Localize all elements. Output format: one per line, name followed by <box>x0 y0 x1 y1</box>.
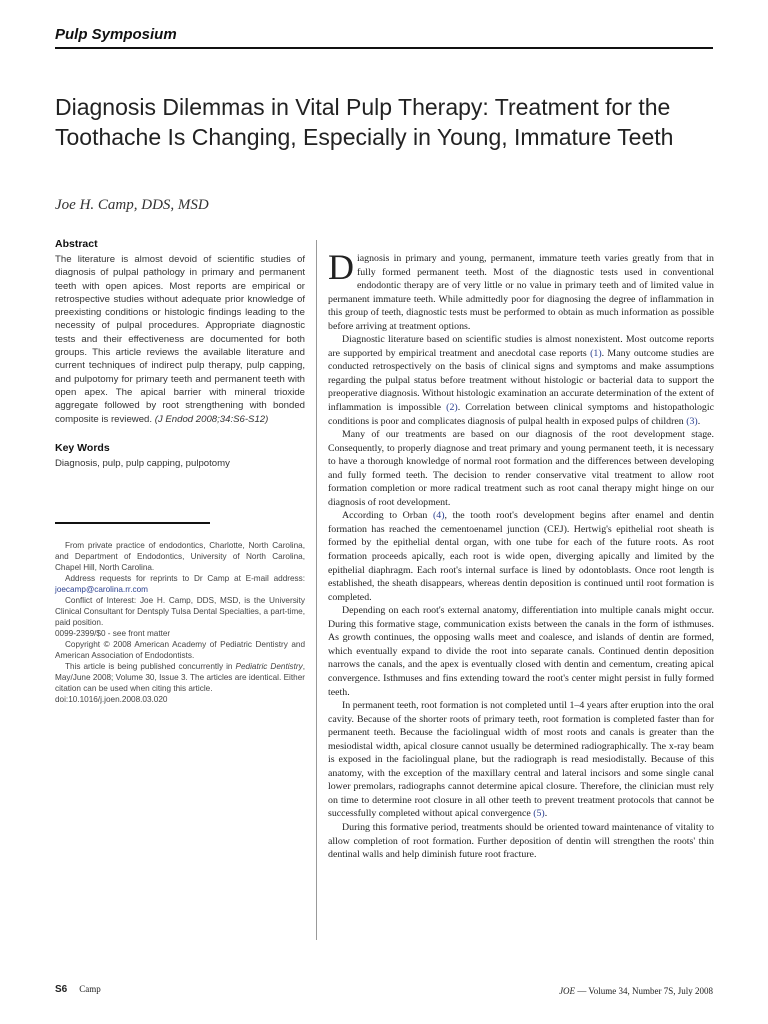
footnote-issn: 0099-2399/$0 - see front matter <box>55 629 171 638</box>
body-p6a: In permanent teeth, root formation is not completed until 1–4 years after eruption into the oral cavity. Because of the shorter roots of primary teeth, root formation is completed faster than for permanent teeth. Because the faciolingual width of most roots and canals is greater than the mesiodistal width, apical closure cannot usually be determined radiographically. The x-ray beam is exposed in the faciolingual plane, but the radiograph is read mesiodistally. Because of this anatomy, with the exception of the maxillary central and lateral incisors and some single canal lower premolars, radiographs cannot determine apical closure. Therefore, the clinician must rely on time to determine root closure in all other teeth to prevent treatment protocols that cannot be successfully completed without apical convergence <box>328 700 714 820</box>
footer-journal: JOE <box>559 986 576 996</box>
footnote-address-text: Address requests for reprints to Dr Camp at E-mail address: <box>65 574 305 583</box>
footnote-concurrent <box>55 661 305 694</box>
body-paragraph-7: During this formative period, treatments should be oriented toward maintenance of vitality to allow completion of root formation. Further deposition of dentin will strengthen the roots' thin dentinal walls and help diminish future root fracture. <box>328 821 714 861</box>
author-name: Joe H. Camp, DDS, MSD <box>55 197 209 213</box>
left-column <box>55 238 305 470</box>
body-p4b: , the tooth root's development begins after enamel and dentin formation has reached the cementoenamel junction (CEJ). Hertwig's epithelial root sheath is formed by the epithelial dental organ, with one tube for each of the future roots. As root formation proceeds apically, each root is wide open, diverging apically and limited by the epithelial diaphragm. Each root's internal surface is lined by odontoblasts. Once root length is established, the sheath disappears, whereas dentin deposition is continued until root formation is completed. <box>328 510 714 603</box>
body-paragraph-4 <box>328 509 714 604</box>
footer-author: Camp <box>79 984 101 994</box>
ref-link-5[interactable]: (5) <box>533 808 545 820</box>
body-p1-text: iagnosis in primary and young, permanent, immature teeth varies greatly from that in fully formed permanent teeth. Most of the diagnostic tests used in conventional endodontic therapy are of very little or no value in primary teeth and of limited value in permanent immature teeth. While admittedly poor for diagnosing the degree of inflammation in this group of teeth, diagnostic tests must be performed to obtain as much information as possible before arriving at treatment options. <box>328 253 714 332</box>
body-paragraph-1 <box>328 247 714 333</box>
body-paragraph-3: Many of our treatments are based on our diagnosis of the root development stage. Consequently, to properly diagnose and treat primary and young permanent teeth, it is necessary to have a thorough knowledge of normal root formation and the differences between developing and fully formed teeth. The decision to render conservative vital treatment to allow root formation completion or more radical treatment such as root canal therapy might hinge on our diagnosis of root development. <box>328 429 714 508</box>
page-number: S6 <box>55 984 68 995</box>
footer-left <box>55 984 101 995</box>
footnote-conflict: Conflict of Interest: Joe H. Camp, DDS, MSD, is the University Clinical Consultant for Dentsply Tulsa Dental Specialties, a part-time, paid position. <box>55 596 305 627</box>
footnote-rule <box>55 522 210 524</box>
column-divider <box>316 240 317 940</box>
footnote-copyright: Copyright © 2008 American Academy of Pediatric Dentistry and American Association of Endodontists. <box>55 640 305 660</box>
footnote-doi: doi:10.1016/j.joen.2008.03.020 <box>55 695 168 704</box>
ref-link-4[interactable]: (4) <box>432 510 445 522</box>
drop-cap: D <box>328 247 354 287</box>
body-p2d: . <box>697 415 701 427</box>
body-p2c: . Correlation between clinical symptoms and histopathologic conditions is poor and complicates diagnosis of pulpal health in exposed pulps of children <box>328 402 714 427</box>
footnote-concurrent-post: , May/June 2008; Volume 30, Issue 3. The articles are identical. Either citation can be used when citing this article. <box>55 662 306 693</box>
email-link[interactable]: joecamp@carolina.rr.com <box>55 585 148 594</box>
footer-right <box>559 986 713 996</box>
footnote-address <box>55 573 305 595</box>
keywords-block <box>55 442 305 470</box>
ref-link-2[interactable]: (2) <box>446 402 458 414</box>
body-paragraph-6 <box>328 699 714 821</box>
footnotes <box>55 540 305 705</box>
body-p6b: . <box>544 808 548 820</box>
footnote-concurrent-journal: Pediatric Dentistry <box>235 662 303 671</box>
abstract-heading: Abstract <box>55 238 98 250</box>
abstract-citation: (J Endod 2008;34:S6-S12) <box>154 413 269 425</box>
body-p2b: . Many outcome studies are conducted retrospectively on the basis of clinical signs and symptoms and make assumptions regarding the pulpal status before treatment without histologic or bacterial data to support the preoperative diagnosis. Without histologic examination an accurate determination of the extent of inflammation is impossible <box>328 347 714 414</box>
abstract-block <box>55 238 305 426</box>
body-paragraph-5: Depending on each root's external anatomy, differentiation into multiple canals might occur. During this formative stage, communication exists between the canals in the form of isthmuses. As growth continues, the opposing walls meet and coalesce, and islands of dentin are formed, which eventually expand to divide the root into separate canals. Continued dentin deposition narrows the canals, and the apex is eventually closed with dentin and cementum, creating apical convergence. Isthmuses and fins extending toward the root's center might persist in fully formed teeth. <box>328 605 714 698</box>
footer-volume: — Volume 34, Number 7S, July 2008 <box>575 986 713 996</box>
body-text <box>328 247 714 862</box>
keywords-text: Diagnosis, pulp, pulp capping, pulpotomy <box>55 457 230 469</box>
footnote-affiliation: From private practice of endodontics, Charlotte, North Carolina, and Department of Endodontics, University of North Carolina, Chapel Hill, North Carolina. <box>55 541 305 572</box>
body-p4a: According to Orban <box>342 510 433 522</box>
keywords-heading: Key Words <box>55 441 110 454</box>
ref-link-1[interactable]: (1) <box>590 347 602 359</box>
section-tag: Pulp Symposium <box>55 25 713 49</box>
abstract-body: The literature is almost devoid of scientific studies of diagnosis of pulpal pathology in primary and permanent teeth with open apices. Most reports are empirical or retrospective studies without adequate prior knowledge of preexisting conditions or histologic findings leading to the necessity of pulpal procedures. Appropriate diagnostic tests and their effectiveness are documented for both groups. This article reviews the available literature and current techniques of indirect pulp therapy, pulp capping, and pulpotomy for primary teeth and permanent teeth with open apex. The apical barrier with mineral trioxide aggregate followed by root strengthening with bonded composite is reviewed. <box>55 254 305 425</box>
ref-link-3[interactable]: (3) <box>686 415 698 427</box>
body-p2a: Diagnostic literature based on scientific studies is almost nonexistent. Most outcome reports are supported by empirical treatment and anecdotal case reports <box>328 334 714 359</box>
footnote-concurrent-pre: This article is being published concurrently in <box>65 662 233 671</box>
abstract-text <box>55 253 305 426</box>
body-paragraph-2 <box>328 333 714 428</box>
article-title: Diagnosis Dilemmas in Vital Pulp Therapy: Treatment for the Toothache Is Changing, Especially in Young, Immature Teeth <box>55 94 674 150</box>
